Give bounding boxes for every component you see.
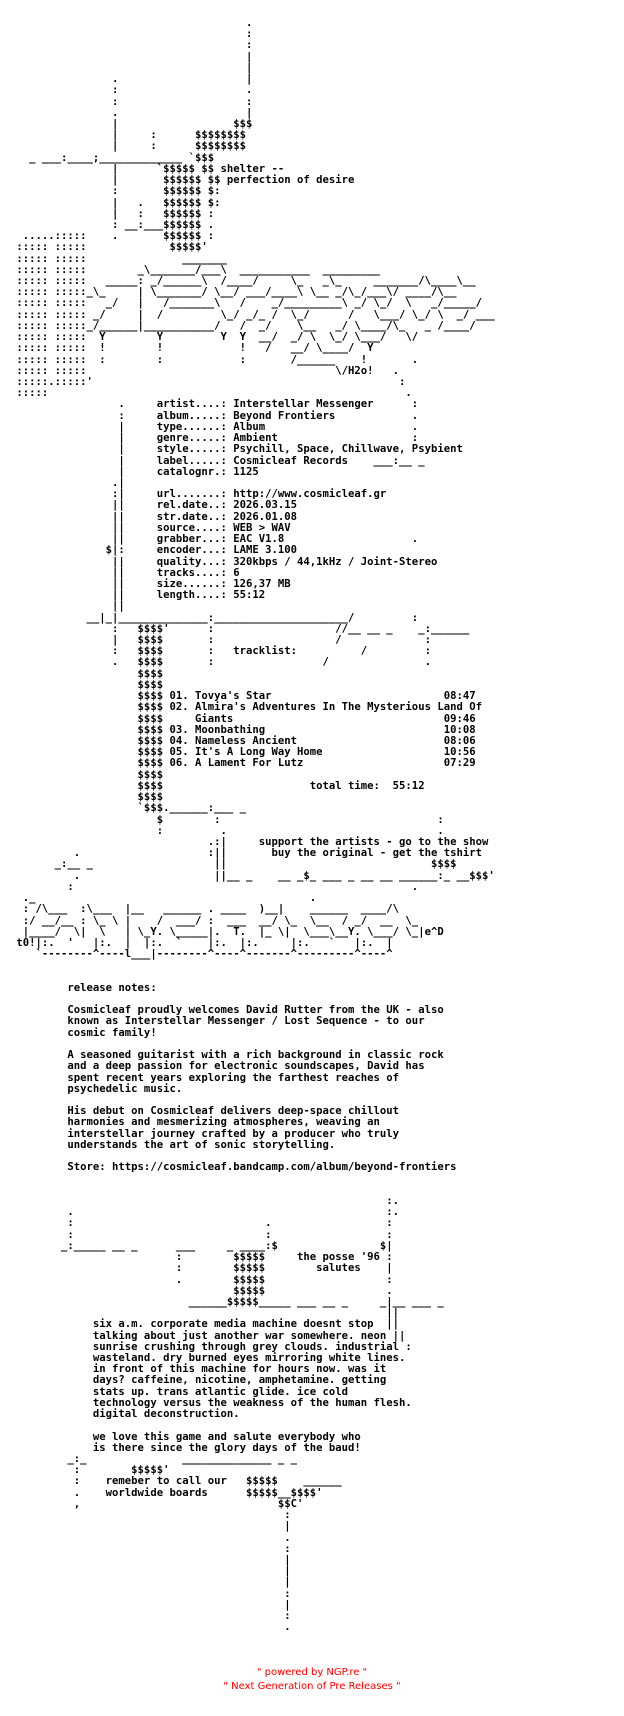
footer-tagline: " Next Generation of Pre Releases " bbox=[223, 1681, 401, 1692]
footer-powered-by: " powered by NGP.re " bbox=[256, 1667, 368, 1678]
nfo-text: . : : | | . | : . : : . | | $$$ | : $$$$$$$$ | : $$$$$$$$ _ ___:____;_____________ `$$$ | `$$$$$ $$ shelter -- | $$$$$$ $$ perfection of desire : $$$$$$ $: | . $$$$$$ $: | : $$$$$$ : : __:___$$$$$$ . .....::::: . $$$$$$ : ::::: ::::: $$$$$' ::::: ::::: _______ ::::: ::::: _\_______/___\ ___________ _________ ::::: ::::: _____: _/______\ /____/ \_ _\_ _______/\____\__ ::::: :::::_\_ | \_______/ \__/ ___/____\ \__ _/\_/___\/ ____/\__ ::::: ::::: _/ | /_______\ / _/_________\ _/ \_/ \ _/_____/ ::::: ::::: _/ | / \_/ _/_ / \_/ / \___/ \_/ \ _/ ___ ::::: :::::_/______|___________/ / _/ \__ _/ \____/\_ _ /____/ ::::: ::::: Y Y Y Y __/ _/ \ \_/ \___/ \/ ::::: ::::: ! ! ! / __/ \____/ Y ::::: ::::: : : : /______ ! . ::::: ::::: \/H2o! . :::::.:::::' : ::::: . . artist....: Interstellar Messenger : : album.....: Beyond Frontiers . | type......: Album . | genre.....: Ambient : | style.....: Psychill, Space, Chillwave, Psybient | label.....: Cosmicleaf Records ___:__ _ | catalognr.: 1125 .| :| url.......: http://www.cosmicleaf.gr || rel.date..: 2026.03.15 || str.date..: 2026.01.08 || source....: WEB > WAV || grabber...: EAC V1.8 . $|: encoder...: LAME 3.100 || quality...: 320kbps / 44,1kHz / Joint-Stereo || tracks....: 6 || size......: 126,37 MB || length....: 55:12 || __|_|______________:_____________________/ : : $$$$' : //__ __ _ _:______ | $$$$ : / : : $$$$ : tracklist: / : . $$$$ : / . $$$$ $$$$ $$$$ 01. Tovya's Star 08:47 $$$$ 02. Almira's Adventures In The Mysterious Land Of $$$$ Giants 09:46 $$$$ 03. Moonbathing 10:08 $$$$ 04. Nameless Ancient 08:06 $$$$ 05. It's A Long Way Home 10:56 $$$$ 06. A Lament For Lutz 07:29 $$$$ $$$$ total time: 55:12 $$$$ `$$$.______:___ _ $ : : : . . .:| support the artists - go to the show . :|| buy the original - get the tshirt _:__ _ || $$$$ . ||__ _ __ _$_ ___ _ __ __ ______:_ __$$$' : . ._ . : /\___ :\___ |__ ______ . ____ )__| ______ ____/\ :/ __/__ : \_ \ | / ___/ : ___ __/ \_ \__ / _/ __ \_ |____/ \| \ | \_Y. \_____|. T. |_ \| \___\__Y. \___/ \_|e^D t0!|:. ' |:. | |:. ` |:. |:. |:. ` |:. | `--------^----l___|--------^----^-------^---------^----^ release notes: Cosmicleaf proudly welcomes David Rutter from the UK - also known as Interstellar Messenger / Lost Sequence - to our cosmic family! A seasoned guitarist with a rich background in classic rock and a deep passion for electronic soundscapes, David has spent recent years exploring the farthest reaches of psychedelic music. His debut on Cosmicleaf delivers deep-space chillout harmonies and mesmerizing atmospheres, weaving an interstellar journey crafted by a producer who truly understands the art of sonic storytelling. Store: https://cosmicleaf.bandcamp.com/album/beyond-frontiers :. . :. : . : : : : _:_____ __ _ ___ _ ____:$ $| : $$$$$ the posse '96 : : $$$$$ salutes | . $$$$$ : $$$$$ . ______$$$$$_____ ___ __ _ _|__ ___ _ || six a.m. corporate media machine doesnt stop || talking about just another war somewhere. neon || sunrise crushing through grey clouds. industrial : wasteland. dry burned eyes mirroring white lines. in front of this machine for hours now. was it days? caffeine, nicotine, amphetamine. getting stats up. trans atlantic glide. ice cold technology versus the weakness of the human flesh. digital deconstruction. we love this game and salute everybody who is there since the glory days of the baud! _:_ ______________ _ _ : $$$$$' : remeber to call our $$$$$ ______ . worldwide boards $$$$$__$$$$' , $$C' : | . : | | | : | : . bbox=[16, 17, 495, 1634]
